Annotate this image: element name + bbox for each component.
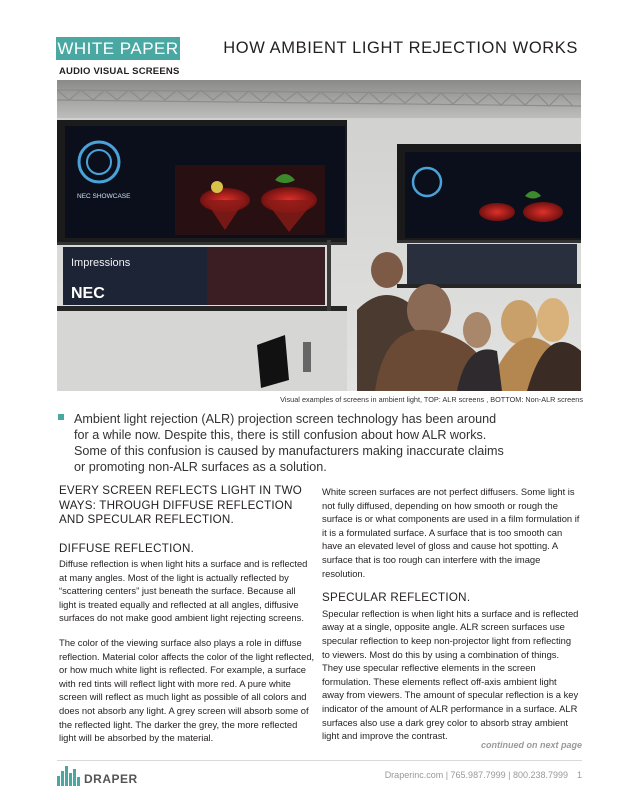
skyline-icon [57,766,81,786]
showcase-text: NEC SHOWCASE [77,193,131,200]
draper-logo [57,764,138,786]
showroom-photo [57,80,581,391]
bullet-marker [58,414,64,420]
continued-note: continued on next page [480,740,582,750]
photo-caption: Visual examples of screens in ambient light, TOP: ALR screens , BOTTOM: Non-ALR screens [280,395,583,404]
white-screen-paragraph: White screen surfaces are not perfect diffusers. Some light is not fully diffused, depending on how smooth or rough the surface is or what components are used in a film formulation if it is a formulated surface. A surface that is too smooth can have an elevated level of gloss and cause hot spotting. A surface that is too rough can interfere with the image resolution. [322,486,580,579]
white-paper-badge: WHITE PAPER [57,39,179,58]
nec-text: NEC [71,285,105,302]
right-column [322,485,580,754]
logo-text: DRAPER [84,772,138,786]
intro-paragraph: Ambient light rejection (ALR) projection screen technology has been around for a while now. Despite this, there is still confusion about how ALR works. Some of this confusion is caused by manufacturers making inaccurate claims or promoting non-ALR surfaces as a solution. [74,412,504,474]
specular-paragraph: Specular reflection is when light hits a surface and is reflected away at a single, opposite angle. ALR screen surfaces use specular reflection to keep non-projector light from reflecting to viewers. Most do this by using a combination of things. They use specular reflective elements in the screen formulation. These elements reflect off-axis ambient light away from viewers. The amount of specular reflection is a key indicator of the amount of ALR performance in a surface. ALR surfaces also use a dark grey color to absorb stray ambient light and improve the contrast. [322,607,579,742]
page-number: 1 [576,770,582,780]
impressions-text: Impressions [71,257,131,269]
diffuse-paragraph-2: The color of the viewing surface also plays a role in diffuse reflection. Material color affects the color of the light reflected, or how much white light is reflected. For example, a surface with red tints will reflect light with more red. A pure white screen will reflect as much light as possible of all colors and does not absorb any light. A grey screen will absorb some of the reflected light. The darker the grey, the more reflected light will be absorbed by the material. [59,637,315,744]
diffuse-heading: DIFFUSE REFLECTION. [59,541,195,555]
diffuse-paragraph-1: Diffuse reflection is when light hits a surface and is reflected at many angles. Most of the light is actually reflected by “scattering centers” just beneath the surface. Because all light is treated equally and reflected at all angles, diffusive surfaces do not make good ambient light rejecting screens. [59,558,308,624]
specular-heading: SPECULAR REFLECTION. [322,591,471,605]
showroom-illustration [57,80,581,391]
footer-divider [57,760,582,761]
left-column [59,484,315,756]
lead-statement: EVERY SCREEN REFLECTS LIGHT IN TWO WAYS: THROUGH DIFFUSE REFLECTION AND SPECULAR REFLECTION. [59,484,303,526]
footer-contact: Draperinc.com | 765.987.7999 | 800.238.7999 [384,770,568,780]
subhead: AUDIO VISUAL SCREENS [59,66,180,77]
page-title: HOW AMBIENT LIGHT REJECTION WORKS [223,39,578,57]
